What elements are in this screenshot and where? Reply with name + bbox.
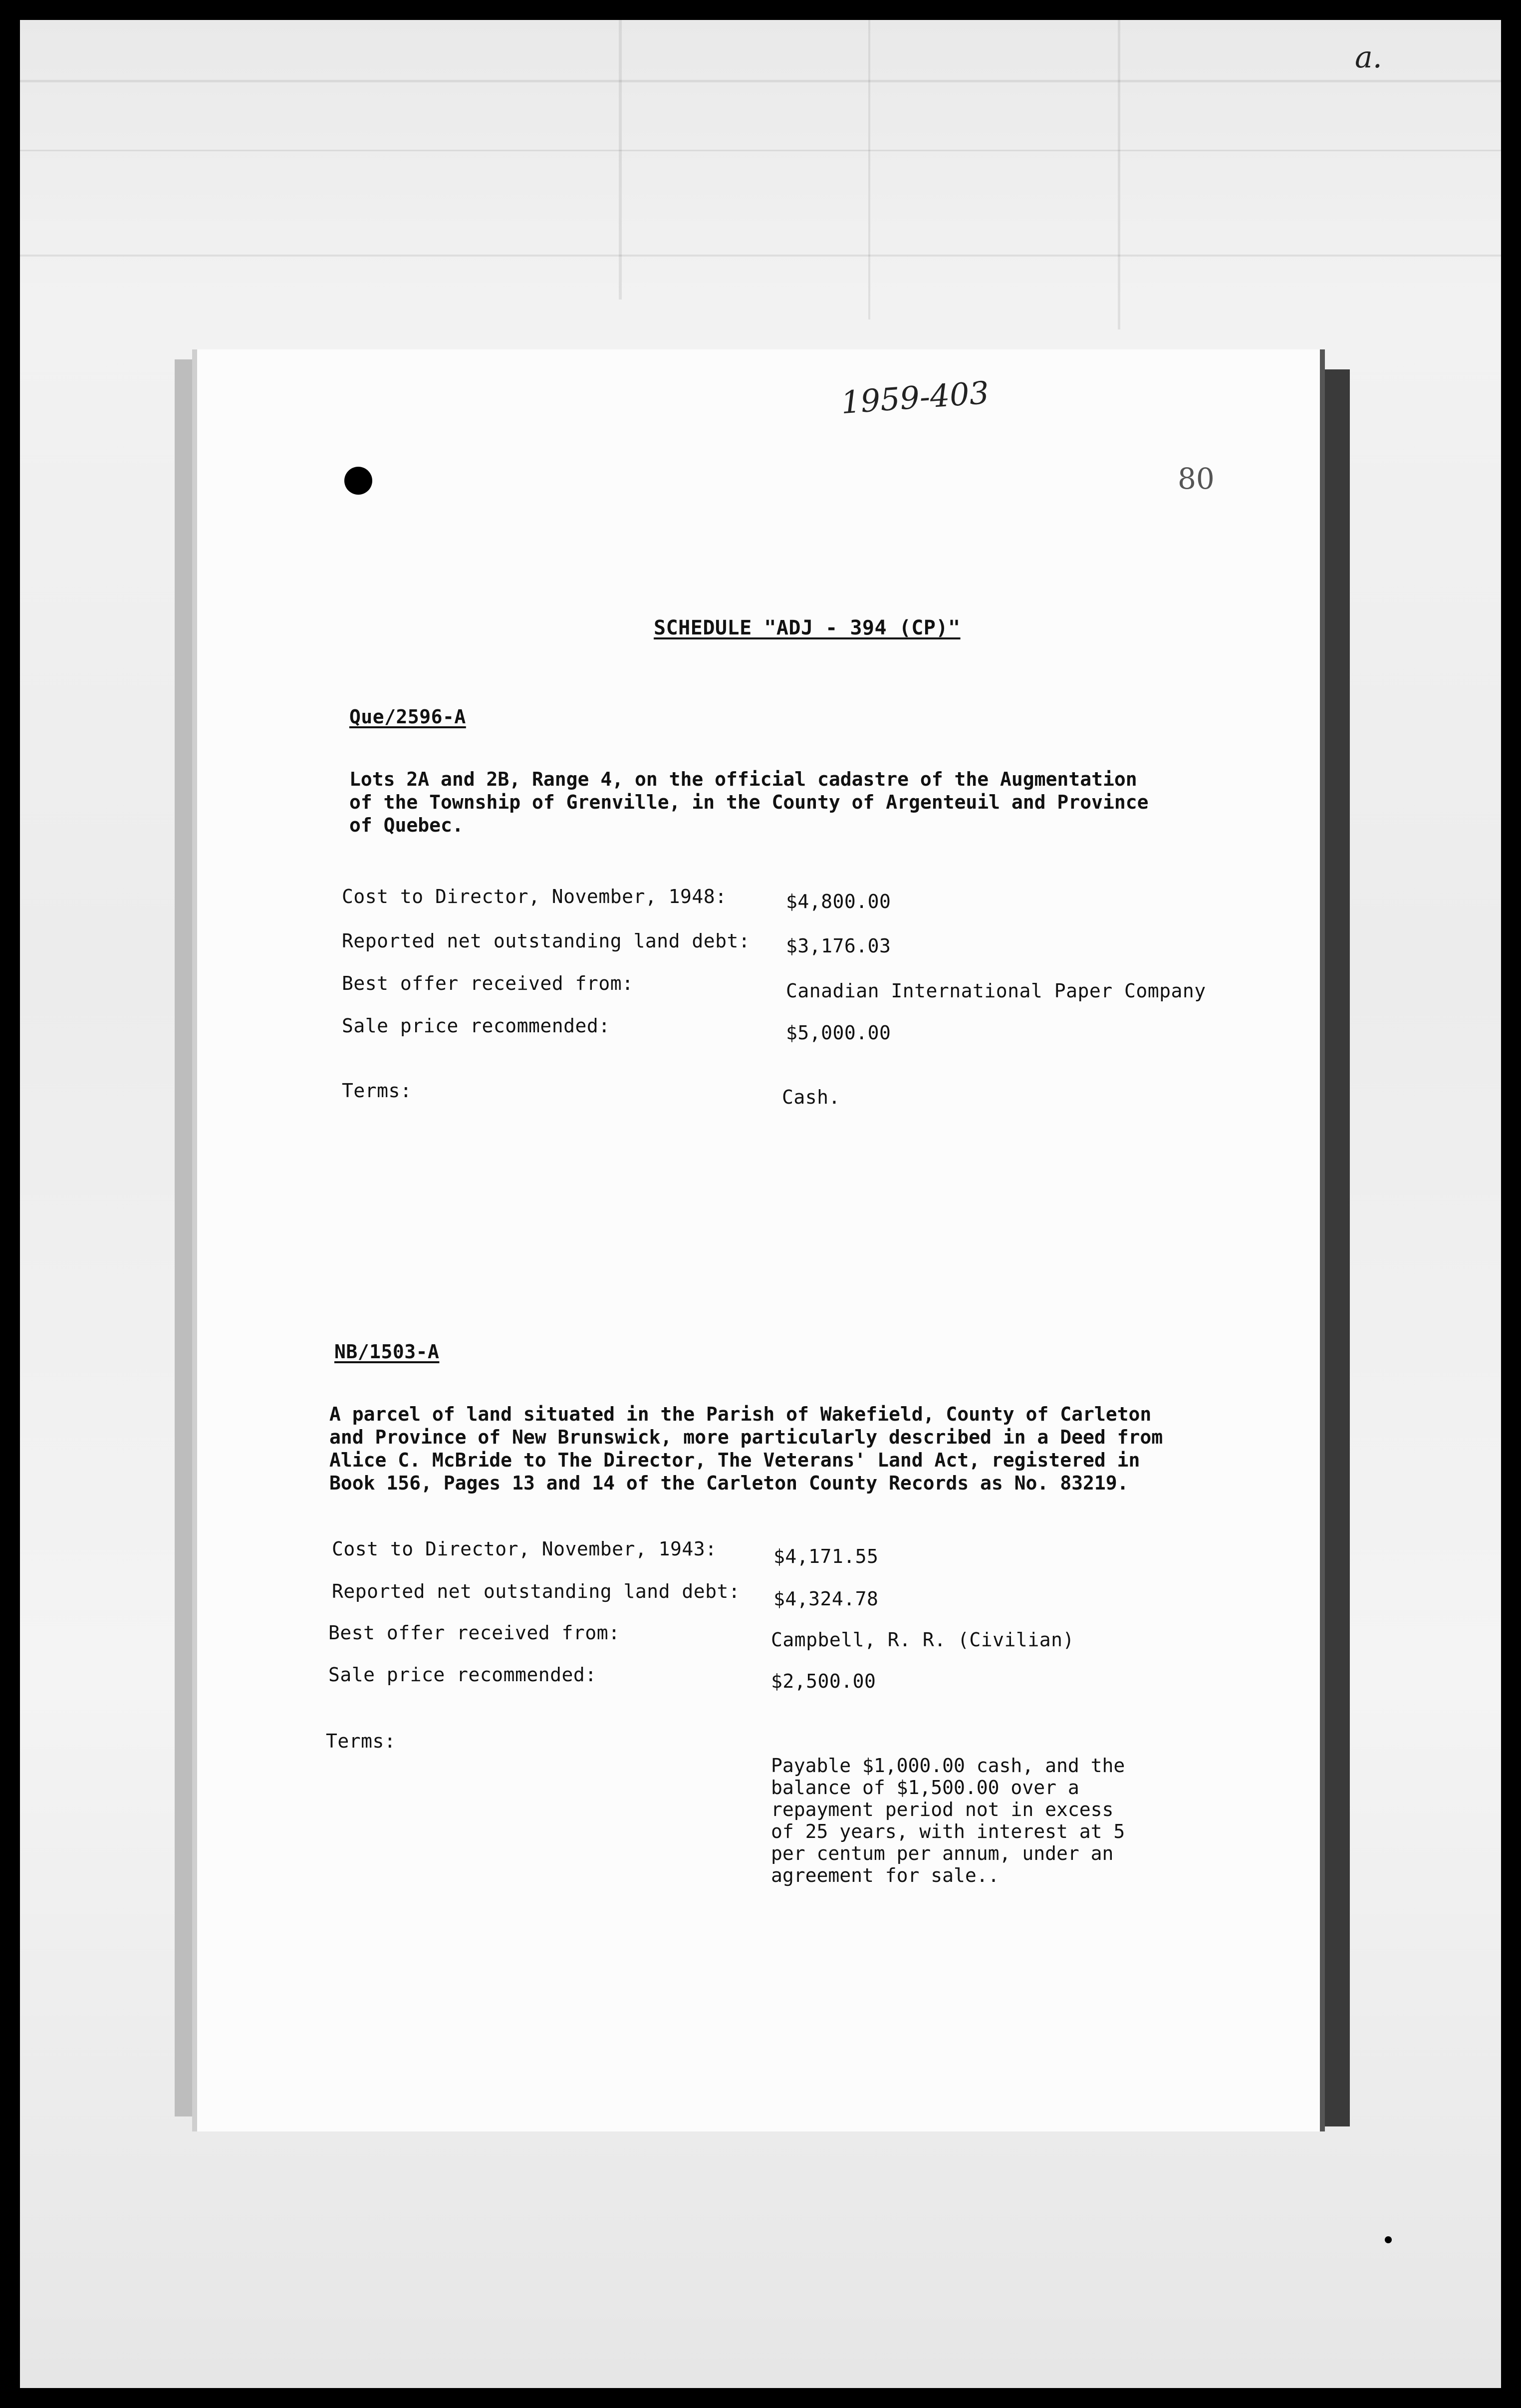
price-label: Sale price recommended: — [342, 1015, 610, 1037]
cost-value: $4,171.55 — [773, 1545, 879, 1567]
cost-label: Cost to Director, November, 1948: — [342, 886, 727, 907]
description-line: Book 156, Pages 13 and 14 of the Carleton County Records as No. 83219. — [329, 1472, 1129, 1494]
schedule-title: SCHEDULE "ADJ - 394 (CP)" — [654, 616, 961, 639]
page-number: 80 — [1178, 462, 1215, 496]
film-scratch — [20, 80, 1501, 82]
page-right-shadow — [1320, 369, 1350, 2126]
debt-label: Reported net outstanding land debt: — [342, 930, 751, 952]
offer-value: Campbell, R. R. (Civilian) — [771, 1629, 1074, 1651]
terms-text: Cash. — [782, 1086, 840, 1108]
punch-hole — [344, 467, 372, 495]
offer-label: Best offer received from: — [328, 1622, 620, 1644]
price-value: $2,500.00 — [771, 1670, 876, 1692]
terms-label: Terms: — [326, 1730, 396, 1752]
offer-value: Canadian International Paper Company — [786, 980, 1206, 1002]
film-scratch — [20, 150, 1501, 151]
film-scratch — [1118, 20, 1120, 329]
debt-value: $4,324.78 — [773, 1588, 879, 1610]
terms-line: per centum per annum, under an — [771, 1842, 1114, 1864]
terms-line: Payable $1,000.00 cash, and the — [771, 1755, 1125, 1777]
entry-description — [329, 1403, 1163, 1495]
page-left-edge — [175, 359, 197, 2116]
terms-line: repayment period not in excess — [771, 1799, 1114, 1820]
debt-value: $3,176.03 — [786, 935, 891, 957]
price-value: $5,000.00 — [786, 1022, 891, 1044]
entry-reference: Que/2596-A — [349, 706, 466, 728]
description-line: A parcel of land situated in the Parish of Wakefield, County of Carleton — [329, 1403, 1152, 1425]
film-scratch — [868, 20, 870, 319]
corner-handwritten-mark: a. — [1355, 40, 1382, 75]
film-scratch — [20, 255, 1501, 257]
debt-label: Reported net outstanding land debt: — [332, 1580, 741, 1602]
cost-value: $4,800.00 — [786, 891, 891, 912]
description-line: and Province of New Brunswick, more particularly described in a Deed from — [329, 1426, 1163, 1448]
terms-line: of 25 years, with interest at 5 — [771, 1820, 1125, 1842]
ink-spot — [1385, 2236, 1392, 2243]
document-page — [197, 349, 1320, 2131]
terms-label: Terms: — [342, 1080, 412, 1102]
terms-text — [771, 1755, 1125, 1886]
film-scratch — [619, 20, 622, 300]
description-line: Alice C. McBride to The Director, The Veterans' Land Act, registered in — [329, 1449, 1140, 1471]
terms-line: balance of $1,500.00 over a — [771, 1777, 1079, 1799]
offer-label: Best offer received from: — [342, 972, 634, 994]
entry-reference: NB/1503-A — [334, 1341, 440, 1363]
cost-label: Cost to Director, November, 1943: — [332, 1538, 717, 1560]
description-line: Lots 2A and 2B, Range 4, on the official cadastre of the Augmentation — [349, 768, 1137, 790]
description-line: of the Township of Grenville, in the County of Argenteuil and Province — [349, 791, 1149, 813]
terms-line: agreement for sale.. — [771, 1864, 1000, 1886]
entry-description — [349, 768, 1148, 837]
price-label: Sale price recommended: — [328, 1664, 597, 1686]
description-line: of Quebec. — [349, 814, 464, 836]
handwritten-file-number: 1959-403 — [839, 374, 991, 421]
